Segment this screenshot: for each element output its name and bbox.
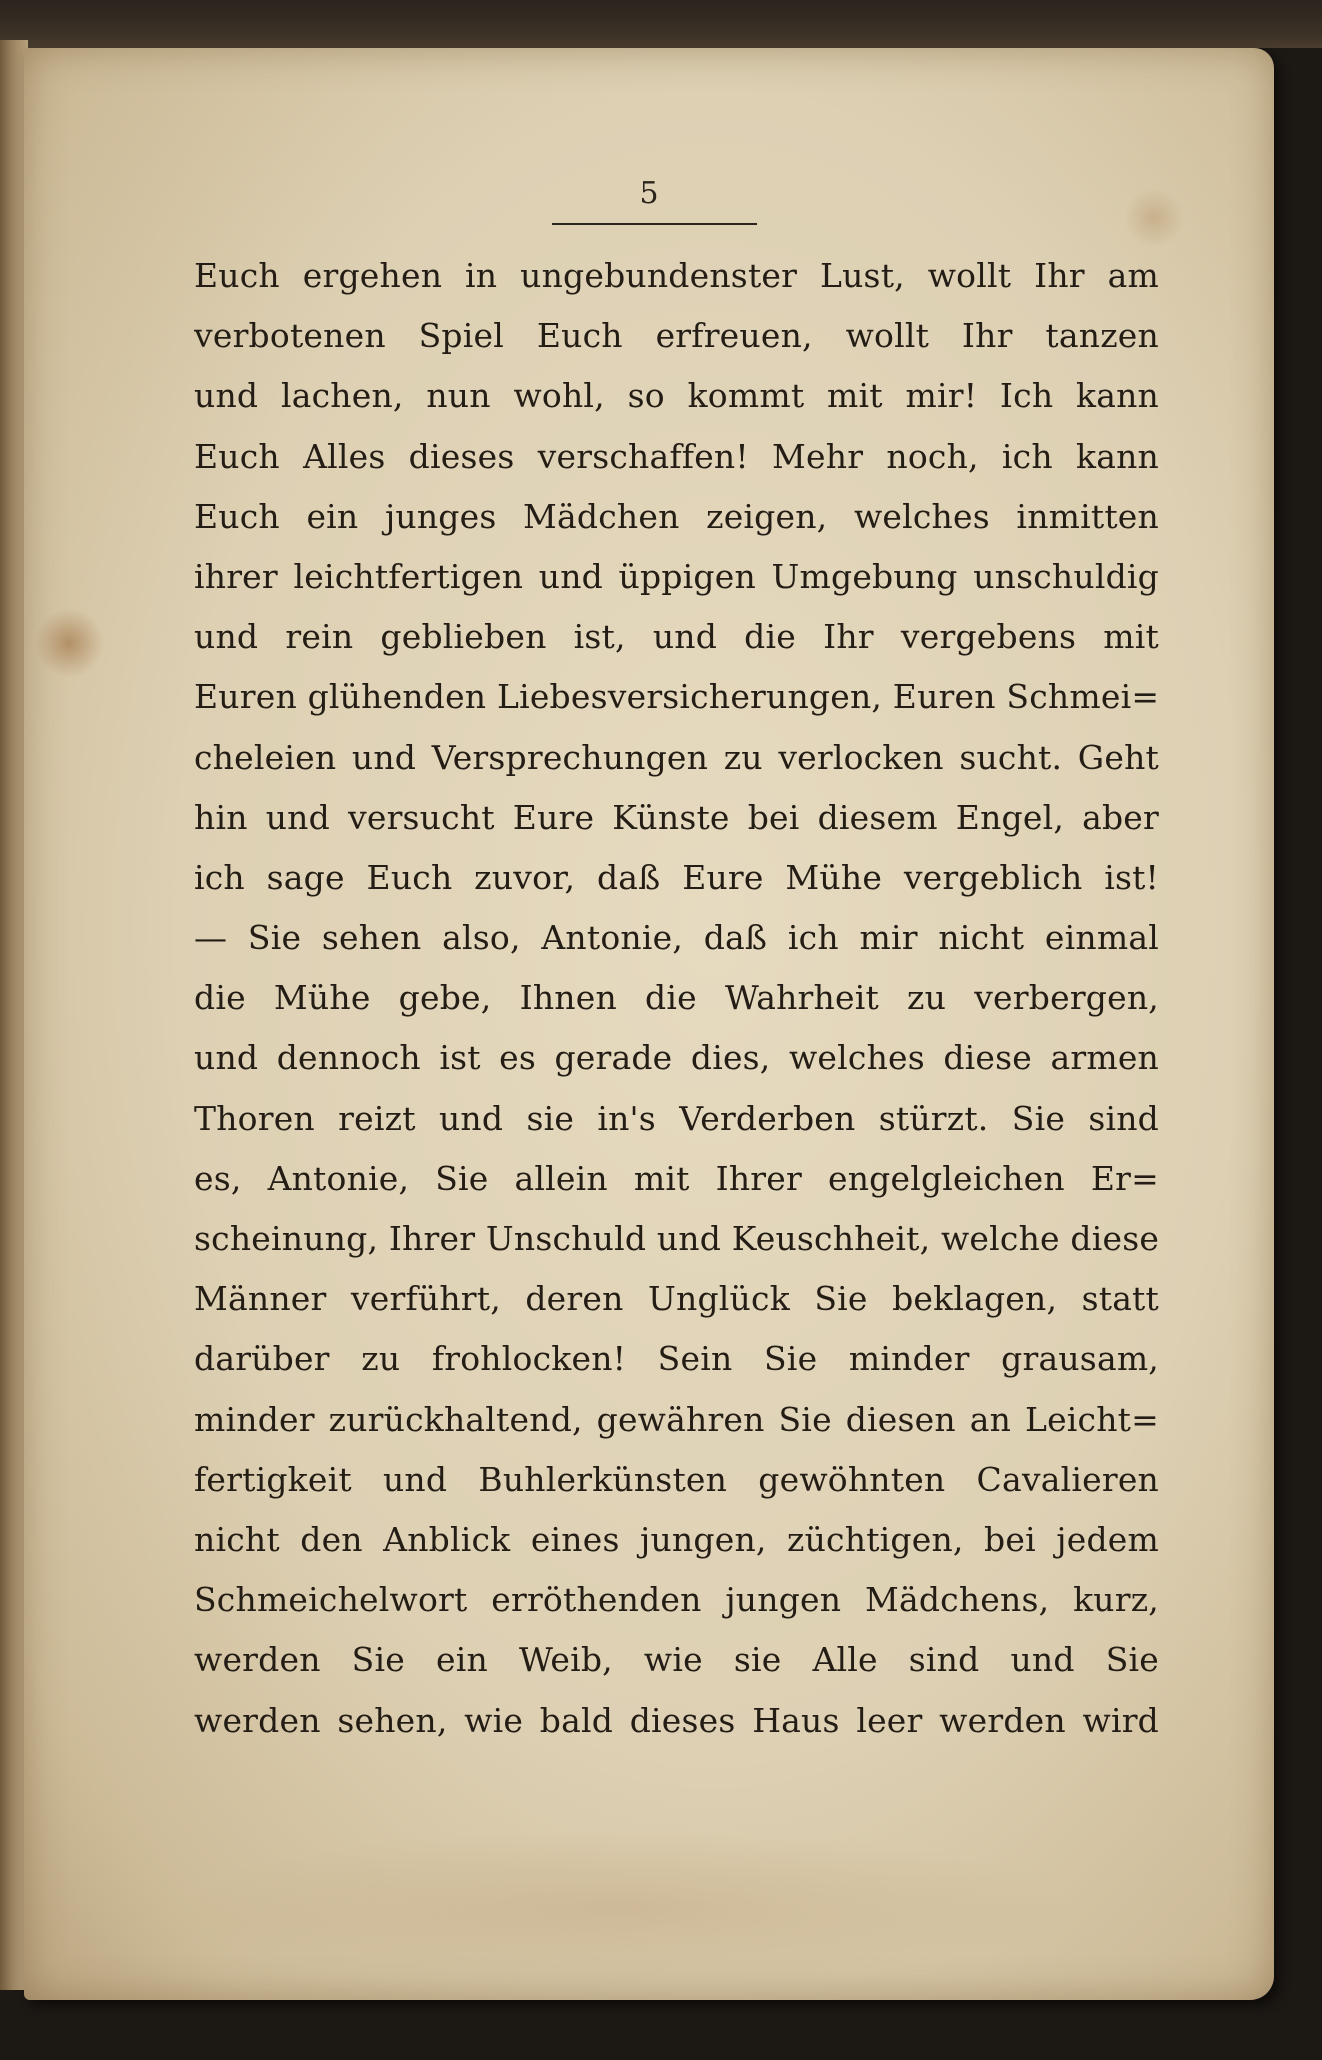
text-line: werden Sie ein Weib, wie sie Alle sind und Sie [194,1640,1159,1680]
book-cover-edge [0,0,1322,48]
page-stain [34,608,104,678]
text-line: scheinung, Ihrer Unschuld und Keuschheit, welche diese [194,1219,1159,1258]
text-line: Euch ergehen in ungebundenster Lust, wollt Ihr am [194,256,1159,295]
text-line: und rein geblieben ist, und die Ihr vergebens mit [194,617,1159,657]
text-line: werden sehen, wie bald dieses Haus leer werden wird [194,1700,1159,1740]
text-line: und dennoch ist es gerade dies, welches diese armen [194,1038,1159,1078]
text-line: es, Antonie, Sie allein mit Ihrer engelgleichen Er= [194,1158,1159,1198]
body-text [194,246,1159,1751]
text-line: ich sage Euch zuvor, daß Eure Mühe vergeblich ist! [194,857,1159,897]
text-line: nicht den Anblick eines jungen, züchtigen, bei jedem [194,1519,1159,1559]
text-line: darüber zu frohlocken! Sein Sie minder grausam, [194,1339,1159,1379]
header-rule [552,223,757,225]
text-line: und lachen, nun wohl, so kommt mit mir! Ich kann [194,376,1159,416]
text-line: Männer verführt, deren Unglück Sie beklagen, statt [194,1279,1159,1319]
text-line: fertigkeit und Buhlerkünsten gewöhnten Cavalieren [194,1459,1159,1499]
text-line: Thoren reizt und sie in's Verderben stürzt. Sie sind [194,1098,1159,1138]
text-line: hin und versucht Eure Künste bei diesem Engel, aber [194,797,1159,837]
text-line: verbotenen Spiel Euch erfreuen, wollt Ihr tanzen [194,316,1159,356]
text-line: Euch Alles dieses verschaffen! Mehr noch, ich kann [194,436,1159,476]
page-number: 5 [639,176,659,211]
text-line: cheleien und Versprechungen zu verlocken sucht. Geht [194,737,1159,777]
text-line: — Sie sehen also, Antonie, daß ich mir nicht einmal [194,918,1159,958]
text-line: ihrer leichtfertigen und üppigen Umgebung unschuldig [194,556,1159,596]
page-stain [174,1828,1074,1988]
text-line: Schmeichelwort erröthenden jungen Mädchens, kurz, [194,1580,1159,1620]
text-line: die Mühe gebe, Ihnen die Wahrheit zu verbergen, [194,978,1159,1018]
page-sheet [24,48,1274,2000]
text-line: Euren glühenden Liebesversicherungen, Euren Schmei= [194,677,1159,717]
text-line: minder zurückhaltend, gewähren Sie diesen an Leicht= [194,1399,1159,1439]
text-line: Euch ein junges Mädchen zeigen, welches inmitten [194,496,1159,536]
